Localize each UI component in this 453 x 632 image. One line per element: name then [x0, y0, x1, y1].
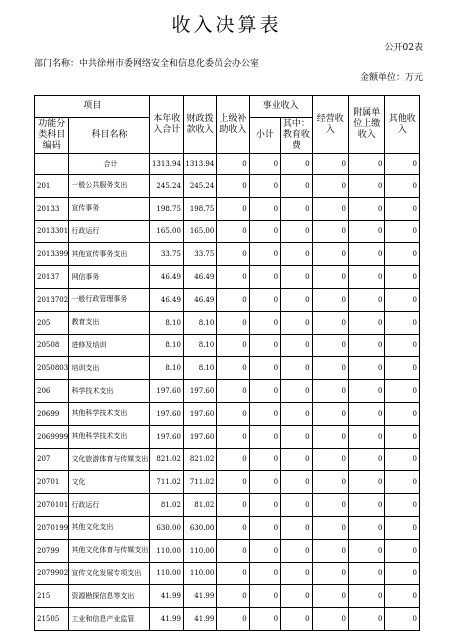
row-total: 46.49 [150, 288, 183, 311]
row-fiscal: 110.00 [183, 562, 216, 585]
table-row [35, 494, 420, 517]
row-subsidiary: 0 [349, 402, 385, 425]
row-upper: 0 [217, 608, 249, 631]
row-business-subtotal: 0 [249, 220, 280, 243]
row-other: 0 [385, 220, 420, 243]
row-subsidiary: 0 [349, 380, 385, 403]
row-fiscal: 630.00 [183, 516, 216, 539]
table-row [35, 175, 420, 198]
row-name: 教育支出 [69, 311, 150, 334]
row-subsidiary: 0 [349, 516, 385, 539]
row-other: 0 [385, 585, 420, 608]
row-upper: 0 [217, 357, 249, 380]
row-name: 进修及培训 [69, 334, 150, 357]
row-subsidiary: 0 [349, 220, 385, 243]
row-fiscal: 41.99 [183, 585, 216, 608]
row-name: 其他文化支出 [69, 516, 150, 539]
row-other: 0 [385, 494, 420, 517]
row-upper: 0 [217, 311, 249, 334]
row-other: 0 [385, 380, 420, 403]
table-row [35, 311, 420, 334]
row-other: 0 [385, 471, 420, 494]
row-business-subtotal: 0 [249, 380, 280, 403]
row-code: 20699 [35, 402, 69, 425]
row-business-subtotal: 0 [249, 471, 280, 494]
row-business-subtotal: 0 [249, 154, 280, 175]
row-operating: 0 [312, 608, 348, 631]
row-subsidiary: 0 [349, 243, 385, 266]
row-subsidiary: 0 [349, 311, 385, 334]
row-fiscal: 711.02 [183, 471, 216, 494]
row-business-subtotal: 0 [249, 402, 280, 425]
row-upper: 0 [217, 154, 249, 175]
row-total: 197.60 [150, 402, 183, 425]
header-subsidiary: 附属单位上缴收入 [349, 96, 385, 154]
row-other: 0 [385, 288, 420, 311]
row-code: 201 [35, 175, 69, 198]
row-subsidiary: 0 [349, 448, 385, 471]
row-upper: 0 [217, 197, 249, 220]
row-operating: 0 [312, 311, 348, 334]
header-item: 项目 [35, 96, 150, 118]
header-name: 科目名称 [69, 118, 150, 154]
table-row [35, 402, 420, 425]
row-total: 8.10 [150, 311, 183, 334]
row-operating: 0 [312, 402, 348, 425]
row-other: 0 [385, 175, 420, 198]
table-row [35, 608, 420, 631]
row-code: 2050803 [35, 357, 69, 380]
row-fiscal: 245.24 [183, 175, 216, 198]
row-other: 0 [385, 197, 420, 220]
row-edu-fee: 0 [281, 380, 312, 403]
row-other: 0 [385, 448, 420, 471]
row-edu-fee: 0 [281, 494, 312, 517]
row-operating: 0 [312, 197, 348, 220]
row-edu-fee: 0 [281, 154, 312, 175]
row-total: 81.02 [150, 494, 183, 517]
row-upper: 0 [217, 425, 249, 448]
row-operating: 0 [312, 585, 348, 608]
row-fiscal: 198.75 [183, 197, 216, 220]
row-upper: 0 [217, 471, 249, 494]
row-other: 0 [385, 425, 420, 448]
row-operating: 0 [312, 380, 348, 403]
row-fiscal: 81.02 [183, 494, 216, 517]
row-name: 工业和信息产业监管 [69, 608, 150, 631]
row-edu-fee: 0 [281, 357, 312, 380]
row-total: 1313.94 [150, 154, 183, 175]
row-code [35, 154, 69, 175]
row-total: 198.75 [150, 197, 183, 220]
row-edu-fee: 0 [281, 402, 312, 425]
row-other: 0 [385, 357, 420, 380]
row-upper: 0 [217, 585, 249, 608]
row-total: 165.00 [150, 220, 183, 243]
row-subsidiary: 0 [349, 197, 385, 220]
row-subsidiary: 0 [349, 494, 385, 517]
row-upper: 0 [217, 402, 249, 425]
row-subsidiary: 0 [349, 154, 385, 175]
row-other: 0 [385, 243, 420, 266]
row-business-subtotal: 0 [249, 288, 280, 311]
row-upper: 0 [217, 494, 249, 517]
table-row [35, 516, 420, 539]
row-total: 821.02 [150, 448, 183, 471]
row-code: 20508 [35, 334, 69, 357]
row-business-subtotal: 0 [249, 197, 280, 220]
row-total: 197.60 [150, 425, 183, 448]
row-upper: 0 [217, 243, 249, 266]
row-upper: 0 [217, 288, 249, 311]
table-row [35, 266, 420, 289]
row-fiscal: 8.10 [183, 334, 216, 357]
table-row [35, 425, 420, 448]
row-fiscal: 197.60 [183, 380, 216, 403]
header-code: 功能分类科目编码 [35, 118, 69, 154]
income-table [34, 95, 420, 631]
row-edu-fee: 0 [281, 516, 312, 539]
row-subsidiary: 0 [349, 357, 385, 380]
row-code: 2079902 [35, 562, 69, 585]
row-total: 197.60 [150, 380, 183, 403]
amount-unit: 金额单位：万元 [359, 73, 423, 83]
header-fiscal: 财政拨款收入 [183, 96, 216, 154]
header-operating: 经营收入 [312, 96, 348, 154]
row-edu-fee: 0 [281, 585, 312, 608]
row-subsidiary: 0 [349, 471, 385, 494]
row-code: 2013399 [35, 243, 69, 266]
row-fiscal: 197.60 [183, 425, 216, 448]
row-total: 33.75 [150, 243, 183, 266]
row-fiscal: 821.02 [183, 448, 216, 471]
row-name: 行政运行 [69, 494, 150, 517]
row-business-subtotal: 0 [249, 448, 280, 471]
row-total: 41.99 [150, 608, 183, 631]
row-code: 2013301 [35, 220, 69, 243]
header-total: 本年收入合计 [150, 96, 183, 154]
row-operating: 0 [312, 243, 348, 266]
row-code: 2013702 [35, 288, 69, 311]
row-business-subtotal: 0 [249, 585, 280, 608]
row-code: 21505 [35, 608, 69, 631]
row-code: 20799 [35, 539, 69, 562]
row-business-subtotal: 0 [249, 608, 280, 631]
row-operating: 0 [312, 448, 348, 471]
row-name: 网信事务 [69, 266, 150, 289]
table-row [35, 471, 420, 494]
row-subsidiary: 0 [349, 425, 385, 448]
row-name: 其他宣传事务支出 [69, 243, 150, 266]
row-name: 合计 [69, 154, 150, 175]
row-name: 其他科学技术支出 [69, 402, 150, 425]
header-business: 事业收入 [249, 96, 312, 118]
row-other: 0 [385, 608, 420, 631]
row-edu-fee: 0 [281, 266, 312, 289]
row-total: 711.02 [150, 471, 183, 494]
row-edu-fee: 0 [281, 197, 312, 220]
row-edu-fee: 0 [281, 471, 312, 494]
row-total: 110.00 [150, 539, 183, 562]
row-upper: 0 [217, 175, 249, 198]
row-edu-fee: 0 [281, 608, 312, 631]
row-operating: 0 [312, 516, 348, 539]
row-name: 资源勘探信息等支出 [69, 585, 150, 608]
row-total: 110.00 [150, 562, 183, 585]
table-row [35, 448, 420, 471]
row-total: 46.49 [150, 266, 183, 289]
row-edu-fee: 0 [281, 288, 312, 311]
row-name: 文化 [69, 471, 150, 494]
row-fiscal: 46.49 [183, 266, 216, 289]
row-subsidiary: 0 [349, 585, 385, 608]
table-row [35, 288, 420, 311]
row-fiscal: 8.10 [183, 311, 216, 334]
row-other: 0 [385, 516, 420, 539]
row-subsidiary: 0 [349, 608, 385, 631]
row-other: 0 [385, 402, 420, 425]
row-upper: 0 [217, 448, 249, 471]
row-business-subtotal: 0 [249, 357, 280, 380]
row-upper: 0 [217, 380, 249, 403]
table-body [35, 154, 420, 631]
row-name: 一般行政管理事务 [69, 288, 150, 311]
row-business-subtotal: 0 [249, 539, 280, 562]
row-operating: 0 [312, 539, 348, 562]
row-operating: 0 [312, 334, 348, 357]
row-name: 其他文化体育与传媒支出 [69, 539, 150, 562]
row-subsidiary: 0 [349, 175, 385, 198]
header-subtotal: 小计 [249, 118, 280, 154]
row-fiscal: 33.75 [183, 243, 216, 266]
department-name: 部门名称：中共徐州市委网络安全和信息化委员会办公室 [34, 59, 260, 69]
row-other: 0 [385, 311, 420, 334]
row-other: 0 [385, 562, 420, 585]
row-name: 培训支出 [69, 357, 150, 380]
row-operating: 0 [312, 425, 348, 448]
row-code: 206 [35, 380, 69, 403]
row-business-subtotal: 0 [249, 425, 280, 448]
row-upper: 0 [217, 220, 249, 243]
row-operating: 0 [312, 266, 348, 289]
row-fiscal: 41.99 [183, 608, 216, 631]
row-upper: 0 [217, 539, 249, 562]
row-business-subtotal: 0 [249, 516, 280, 539]
header-edu: 其中：教育收费 [281, 118, 312, 154]
row-operating: 0 [312, 154, 348, 175]
header-other: 其他收入 [385, 96, 420, 154]
row-business-subtotal: 0 [249, 243, 280, 266]
row-code: 2069999 [35, 425, 69, 448]
row-fiscal: 1313.94 [183, 154, 216, 175]
row-name: 宣传事务 [69, 197, 150, 220]
table-row [35, 380, 420, 403]
table-row [35, 243, 420, 266]
row-name: 文化旅游体育与传媒支出 [69, 448, 150, 471]
row-other: 0 [385, 266, 420, 289]
row-edu-fee: 0 [281, 334, 312, 357]
row-subsidiary: 0 [349, 266, 385, 289]
row-subsidiary: 0 [349, 288, 385, 311]
row-business-subtotal: 0 [249, 175, 280, 198]
row-total: 630.00 [150, 516, 183, 539]
row-edu-fee: 0 [281, 448, 312, 471]
row-upper: 0 [217, 266, 249, 289]
row-edu-fee: 0 [281, 220, 312, 243]
row-business-subtotal: 0 [249, 334, 280, 357]
row-fiscal: 110.00 [183, 539, 216, 562]
table-row [35, 334, 420, 357]
row-business-subtotal: 0 [249, 562, 280, 585]
row-edu-fee: 0 [281, 175, 312, 198]
row-total: 245.24 [150, 175, 183, 198]
row-code: 2070199 [35, 516, 69, 539]
row-total: 8.10 [150, 357, 183, 380]
row-upper: 0 [217, 562, 249, 585]
row-operating: 0 [312, 288, 348, 311]
row-code: 2070101 [35, 494, 69, 517]
row-operating: 0 [312, 562, 348, 585]
row-operating: 0 [312, 471, 348, 494]
row-subsidiary: 0 [349, 562, 385, 585]
row-upper: 0 [217, 334, 249, 357]
row-operating: 0 [312, 357, 348, 380]
row-total: 8.10 [150, 334, 183, 357]
table-row [35, 357, 420, 380]
row-other: 0 [385, 334, 420, 357]
form-number: 公开02表 [384, 43, 423, 53]
row-fiscal: 46.49 [183, 288, 216, 311]
row-operating: 0 [312, 175, 348, 198]
table-row [35, 562, 420, 585]
row-edu-fee: 0 [281, 562, 312, 585]
row-code: 207 [35, 448, 69, 471]
row-edu-fee: 0 [281, 425, 312, 448]
row-fiscal: 165.00 [183, 220, 216, 243]
page-title: 收入决算表 [171, 14, 282, 36]
row-name: 行政运行 [69, 220, 150, 243]
row-name: 一般公共服务支出 [69, 175, 150, 198]
row-code: 215 [35, 585, 69, 608]
header-upper: 上级补助收入 [217, 96, 249, 154]
row-edu-fee: 0 [281, 311, 312, 334]
row-edu-fee: 0 [281, 243, 312, 266]
table-row [35, 585, 420, 608]
row-subsidiary: 0 [349, 539, 385, 562]
row-operating: 0 [312, 220, 348, 243]
table-row [35, 220, 420, 243]
row-business-subtotal: 0 [249, 266, 280, 289]
table-row [35, 154, 420, 175]
row-other: 0 [385, 539, 420, 562]
row-name: 科学技术支出 [69, 380, 150, 403]
row-edu-fee: 0 [281, 539, 312, 562]
table-row [35, 539, 420, 562]
row-subsidiary: 0 [349, 334, 385, 357]
row-name: 宣传文化发展专项支出 [69, 562, 150, 585]
row-business-subtotal: 0 [249, 311, 280, 334]
table-row [35, 197, 420, 220]
row-fiscal: 197.60 [183, 402, 216, 425]
table-header [35, 96, 420, 154]
row-total: 41.99 [150, 585, 183, 608]
row-name: 其他科学技术支出 [69, 425, 150, 448]
row-fiscal: 8.10 [183, 357, 216, 380]
row-business-subtotal: 0 [249, 494, 280, 517]
row-operating: 0 [312, 494, 348, 517]
row-code: 205 [35, 311, 69, 334]
row-code: 20137 [35, 266, 69, 289]
row-code: 20133 [35, 197, 69, 220]
row-other: 0 [385, 154, 420, 175]
row-code: 20701 [35, 471, 69, 494]
row-upper: 0 [217, 516, 249, 539]
